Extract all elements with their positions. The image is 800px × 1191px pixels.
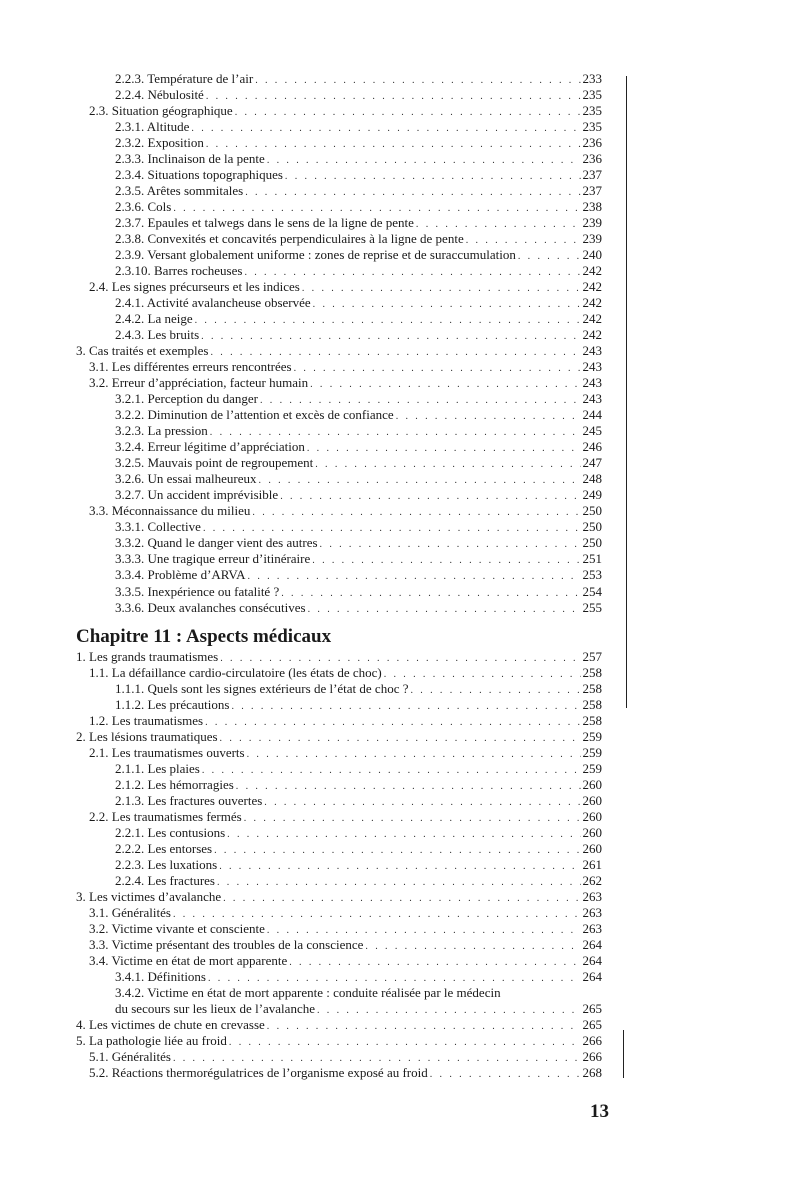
toc-entry [76,103,602,119]
toc-entry-label: 2.3.9. Versant globalement uniforme : zones de reprise et de suraccumulation [115,247,516,263]
dot-leader [294,361,581,377]
toc-entry [76,681,602,697]
toc-entry-label: 2.1.1. Les plaies [115,761,200,777]
toc-entry-label: 2.4.1. Activité avalancheuse observée [115,295,311,311]
toc-entry [76,183,602,199]
toc-entry [76,487,602,503]
toc-entry-label: 2.2.1. Les contusions [115,825,226,841]
toc-entry [76,600,602,616]
toc-entry-label: 1.1.1. Quels sont les signes extérieurs de l’état de choc ? [115,681,409,697]
toc-entry-label: 3.2. Victime vivante et consciente [89,921,265,937]
toc-entry-page: 251 [582,551,602,567]
toc-entry-page: 265 [582,1001,602,1017]
dot-leader [229,1035,581,1051]
dot-leader [231,699,580,715]
toc-entry-page: 266 [582,1049,602,1065]
toc-entry-label: 3.2.1. Perception du danger [115,391,258,407]
toc-entry [76,729,602,745]
toc-entry-label: 3. Cas traités et exemples [76,343,209,359]
toc-entry-label: 3.3.1. Collective [115,519,201,535]
toc-section-top [76,71,602,616]
toc-entry [76,985,602,1017]
toc-entry-page: 264 [582,953,602,969]
toc-entry [76,841,602,857]
toc-entry-label: 2. Les lésions traumatiques [76,729,218,745]
toc-entry-page: 242 [582,263,602,279]
toc-entry [76,471,602,487]
toc-entry [76,519,602,535]
margin-rule [626,76,627,708]
toc-entry-label: 2.3.6. Cols [115,199,172,215]
toc-entry-page: 235 [582,87,602,103]
dot-leader [264,795,580,811]
toc-entry [76,439,602,455]
toc-entry-page: 245 [582,423,602,439]
dot-leader [259,473,581,489]
toc-entry-page: 260 [582,841,602,857]
toc-entry [76,407,602,423]
dot-leader [430,1067,581,1083]
toc-entry-page: 255 [582,599,602,615]
toc-entry-label: 3.4.2. Victime en état de mort apparente : conduite réalisée par le médecin [115,985,501,1001]
toc-entry [76,969,602,985]
dot-leader [247,747,581,763]
dot-leader [312,553,580,569]
toc-entry [76,343,602,359]
toc-entry-page: 259 [582,761,602,777]
toc-entry [76,873,602,889]
toc-entry-page: 242 [582,327,602,343]
toc-entry [76,665,602,681]
toc-entry-page: 236 [582,135,602,151]
dot-leader [248,569,581,585]
toc-entry-label: 2.2. Les traumatismes fermés [89,809,242,825]
toc-entry [76,503,602,519]
toc-entry [76,327,602,343]
dot-leader [365,939,580,955]
toc-entry-page: 260 [582,777,602,793]
toc-entry [76,809,602,825]
toc-entry-page: 239 [582,215,602,231]
dot-leader [310,377,580,393]
toc-entry-label: 3.1. Les différentes erreurs rencontrées [89,359,292,375]
toc-entry-page: 236 [582,151,602,167]
dot-leader [267,1019,581,1035]
toc-entry-label: 3.1. Généralités [89,905,171,921]
toc-entry-page: 242 [582,295,602,311]
dot-leader [317,1003,581,1019]
toc-entry-page: 248 [582,471,602,487]
toc-entry-label: 2.4.3. Les bruits [115,327,200,343]
dot-leader [236,779,581,795]
toc-entry-label: 3.3.3. Une tragique erreur d’itinéraire [115,551,311,567]
dot-leader [191,121,580,137]
dot-leader [315,457,580,473]
toc-entry-label: 3.3. Victime présentant des troubles de la conscience [89,937,364,953]
toc-entry-page: 238 [582,199,602,215]
toc-entry-label: 2.3.8. Convexités et concavités perpendiculaires à la ligne de pente [115,231,464,247]
toc-entry-label: 2.3.4. Situations topographiques [115,167,283,183]
toc-entry [76,167,602,183]
dot-leader [195,313,581,329]
dot-leader [289,955,580,971]
toc-entry [76,713,602,729]
toc-entry-page: 253 [582,567,602,583]
toc-entry-page: 254 [582,583,602,599]
toc-entry [76,649,602,665]
toc-entry-page: 250 [582,519,602,535]
toc-entry-label: 2.4. Les signes précurseurs et les indices [89,279,300,295]
toc-entry [76,825,602,841]
dot-leader [313,297,581,313]
toc-entry-label: 3.2.4. Erreur légitime d’appréciation [115,439,305,455]
toc-entry-page: 243 [582,359,602,375]
toc-entry-page: 266 [582,1033,602,1049]
toc-entry-page: 250 [582,535,602,551]
toc-entry-label: 2.4.2. La neige [115,311,193,327]
dot-leader [217,875,581,891]
dot-leader [214,843,580,859]
toc-entry [76,231,602,247]
toc-entry-page: 258 [582,713,602,729]
toc-entry [76,279,602,295]
dot-leader [219,859,580,875]
dot-leader [285,169,581,185]
toc-entry-label: 3.3.2. Quand le danger vient des autres [115,535,318,551]
toc-entry-label: 2.3.5. Arêtes sommitales [115,183,244,199]
toc-entry [76,1065,602,1081]
toc-entry-label: 1.1. La défaillance cardio-circulatoire (les états de choc) [89,665,382,681]
dot-leader [206,89,581,105]
dot-leader [255,73,580,89]
toc-entry [76,921,602,937]
toc-entry-label: 3.3. Méconnaissance du milieu [89,503,251,519]
toc-entry-page: 258 [582,681,602,697]
toc-entry [76,937,602,953]
toc-entry [76,551,602,567]
toc-entry-label: 3.2.6. Un essai malheureux [115,471,257,487]
toc-entry [76,761,602,777]
toc-entry [76,1049,602,1065]
dot-leader [235,105,581,121]
dot-leader [302,281,581,297]
toc-entry-page: 258 [582,697,602,713]
dot-leader [244,811,581,827]
toc-entry [76,535,602,551]
toc-entry-label: 2.2.4. Nébulosité [115,87,204,103]
dot-leader [280,489,580,505]
toc-entry-label: 2.2.4. Les fractures [115,873,215,889]
page-number: 13 [590,1101,609,1122]
toc-entry-label: 2.2.3. Température de l’air [115,71,254,86]
toc-entry [76,793,602,809]
toc-entry-label: 2.1.3. Les fractures ouvertes [115,793,263,809]
toc-entry-page: 243 [582,375,602,391]
toc-entry-page: 239 [582,231,602,247]
dot-leader [396,409,581,425]
toc-entry [76,247,602,263]
toc-entry-page: 249 [582,487,602,503]
toc-entry [76,697,602,713]
toc-entry [76,375,602,391]
toc-entry-page: 263 [582,889,602,905]
toc-entry-page: 262 [582,873,602,889]
dot-leader [384,667,581,683]
toc-entry-label: 1. Les grands traumatismes [76,649,219,664]
toc-entry-label: 3.3.4. Problème d’ARVA [115,567,246,583]
toc-entry-page: 243 [582,343,602,359]
toc-entry-page: 257 [582,649,602,664]
toc-entry-label: 2.2.3. Les luxations [115,857,218,873]
toc-entry-label: 3.2. Erreur d’appréciation, facteur humain [89,375,309,391]
toc-entry-page: 240 [582,247,602,263]
toc-entry-page: 265 [582,1017,602,1033]
dot-leader [201,329,580,345]
toc-entry-label: 3.3.5. Inexpérience ou fatalité ? [115,583,280,599]
toc-entry-page: 250 [582,503,602,519]
toc-entry-page: 235 [582,119,602,135]
dot-leader [245,185,580,201]
toc-entry-page: 242 [582,311,602,327]
toc-entry-page: 264 [582,969,602,985]
toc-entry [76,311,602,327]
toc-entry [76,359,602,375]
toc-entry-page: 237 [582,183,602,199]
toc-entry-page: 263 [582,921,602,937]
toc-entry-page: 244 [582,407,602,423]
toc-entry-label-continued: du secours sur les lieux de l’avalanche [115,1001,315,1017]
toc-entry-page: 237 [582,167,602,183]
dot-leader [518,249,581,265]
toc-entry [76,215,602,231]
toc-entry [76,745,602,761]
toc-entry [76,135,602,151]
toc-entry-label: 3.3.6. Deux avalanches consécutives [115,599,306,615]
toc-entry-label: 3.2.5. Mauvais point de regroupement [115,455,314,471]
toc-entry-page: 258 [582,665,602,681]
toc-entry-page: 260 [582,793,602,809]
toc-entry-label: 3.4. Victime en état de mort apparente [89,953,288,969]
dot-leader [252,505,580,521]
toc-entry [76,889,602,905]
dot-leader [223,891,580,907]
chapter-heading: Chapitre 11 : Aspects médicaux [76,626,332,647]
toc-entry [76,151,602,167]
toc-entry [76,423,602,439]
dot-leader [308,602,581,618]
toc-entry-label: 2.2.2. Les entorses [115,841,213,857]
toc-entry [76,391,602,407]
toc-entry-label: 2.3.10. Barres rocheuses [115,263,243,279]
toc-entry-page: 247 [582,455,602,471]
toc-entry-label: 2.3.7. Epaules et talwegs dans le sens de la ligne de pente [115,215,414,231]
toc-entry [76,455,602,471]
toc-entry-page: 261 [582,857,602,873]
toc-entry-label: 5.2. Réactions thermorégulatrices de l’organisme exposé au froid [89,1065,428,1081]
toc-entry-page: 242 [582,279,602,295]
toc-entry [76,777,602,793]
toc-entry-label: 2.1. Les traumatismes ouverts [89,745,245,761]
toc-entry-label: 5. La pathologie liée au froid [76,1033,227,1049]
toc-entry-label: 2.3.1. Altitude [115,119,190,135]
dot-leader [220,731,581,747]
toc-section-bottom [76,649,602,1081]
toc-entry-page: 264 [582,937,602,953]
dot-leader [411,683,581,699]
toc-entry-page: 259 [582,729,602,745]
toc-entry-page: 243 [582,391,602,407]
toc-entry-label: 1.1.2. Les précautions [115,697,230,713]
toc-entry [76,584,602,600]
toc-entry-label: 1.2. Les traumatismes [89,713,204,729]
toc-entry [76,905,602,921]
toc-entry-page: 233 [582,71,602,86]
dot-leader [307,441,581,457]
dot-leader [227,827,580,843]
toc-entry-label: 3.2.2. Diminution de l’attention et excès de confiance [115,407,394,423]
toc-entry-label: 3.2.3. La pression [115,423,208,439]
toc-entry [76,295,602,311]
toc-entry-label: 4. Les victimes de chute en crevasse [76,1017,265,1033]
toc-entry [76,567,602,583]
toc-entry [76,1033,602,1049]
margin-rule-lower [623,1030,624,1078]
toc-entry-page: 259 [582,745,602,761]
toc-entry [76,199,602,215]
toc-entry [76,71,602,87]
dot-leader [281,586,580,602]
toc-entry [76,857,602,873]
toc-entry [76,119,602,135]
toc-entry [76,1017,602,1033]
toc-entry-label: 5.1. Généralités [89,1049,171,1065]
toc-entry-page: 263 [582,905,602,921]
toc-entry [76,87,602,103]
dot-leader [202,763,581,779]
toc-entry-label: 3. Les victimes d’avalanche [76,889,222,905]
toc-entry-page: 268 [582,1065,602,1081]
toc-entry-label: 2.1.2. Les hémorragies [115,777,234,793]
dot-leader [267,153,581,169]
toc-entry [76,953,602,969]
toc-entry [76,263,602,279]
toc-entry-label: 2.3. Situation géographique [89,103,233,119]
toc-entry-page: 246 [582,439,602,455]
dot-leader [320,537,581,553]
toc-entry-label: 3.2.7. Un accident imprévisible [115,487,279,503]
toc-entry-page: 260 [582,825,602,841]
dot-leader [205,715,580,731]
toc-entry-label: 2.3.2. Exposition [115,135,204,151]
toc-entry-page: 260 [582,809,602,825]
toc-entry-label: 3.4.1. Définitions [115,969,206,985]
toc-entry-label: 2.3.3. Inclinaison de la pente [115,151,265,167]
toc-entry-page: 235 [582,103,602,119]
